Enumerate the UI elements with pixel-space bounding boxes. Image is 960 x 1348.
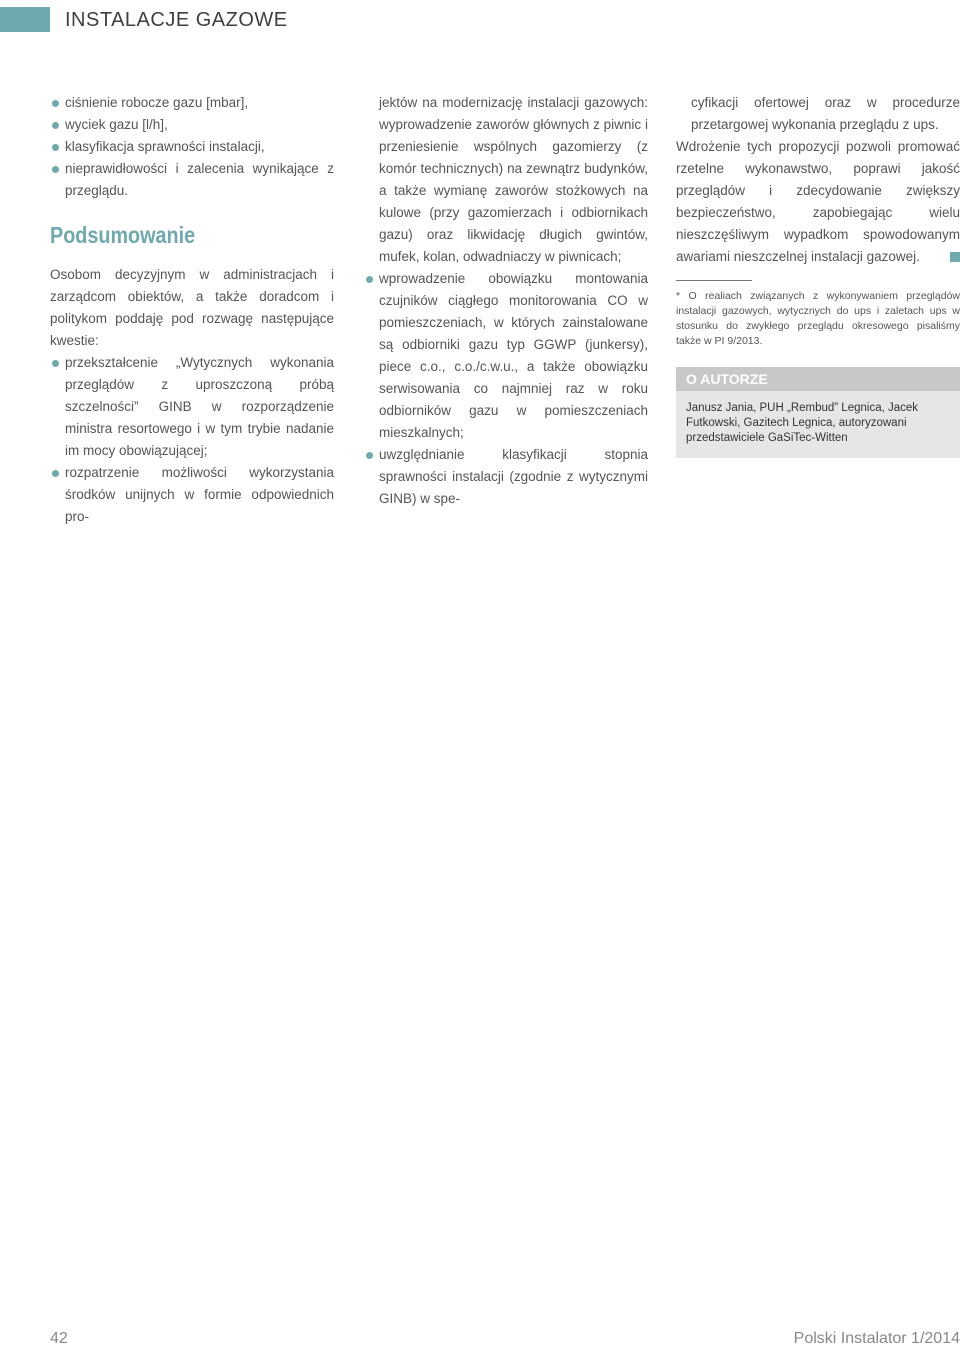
list-item: nieprawidłowości i zalecenia wynikające z przeglądu.	[50, 158, 334, 202]
list-item: ciśnienie robocze gazu [mbar],	[50, 92, 334, 114]
closing-paragraph	[676, 136, 960, 268]
section-heading: Podsumowanie	[50, 222, 196, 248]
list-item-continuation: jektów na modernizację instalacji gazowych: wyprowadzenie zaworów głównych z piwnic i przeniesienie wspólnych gazomierzy (z komór technicznych) na zewnątrz budynków, a także wymianę zaworów stożkowych na kulowe (przy gazomierzach i odbiornikach gazu) oraz likwidację długich gwintów, mufek, kolan, odwadniaczy w piwnicach;	[379, 95, 648, 264]
author-box	[676, 367, 960, 458]
column-left	[50, 92, 334, 528]
header-accent-bar	[0, 7, 50, 32]
list-item-continuation: cyfikacji ofertowej oraz w procedurze przetargowej wykonania przeglądu z ups.	[691, 95, 960, 132]
footnote: * O realiach związanych z wykonywaniem przeglądów instalacji gazowych, wytycznych do ups i zaletach ups w stosunku do zwykłego przeglądu okresowego pisaliśmy także w PI 9/2013.	[676, 290, 960, 347]
list-item: rozpatrzenie możliwości wykorzystania środków unijnych w formie odpowiednich pro-	[50, 462, 334, 528]
intro-paragraph: Osobom decyzyjnym w administracjach i zarządcom obiektów, a także doradcom i politykom poddaję pod rozwagę następujące kwestie:	[50, 267, 334, 348]
list-item: klasyfikacja sprawności instalacji,	[50, 136, 334, 158]
list-item: przekształcenie „Wytycznych wykonania przeglądów z uproszczoną próbą szczelności” GINB w rozporządzenie ministra resortowego i w tym trybie nadanie im mocy obowiązującej;	[50, 352, 334, 462]
list-item: wyciek gazu [l/h],	[50, 114, 334, 136]
list-item: uwzględnianie klasyfikacji stopnia sprawności instalacji (zgodnie z wytycznymi GINB) w spe-	[364, 444, 648, 510]
end-of-article-square-icon	[950, 252, 960, 262]
footnote-divider	[676, 280, 752, 281]
column-middle	[364, 92, 648, 510]
closing-text: Wdrożenie tych propozycji pozwoli promować rzetelne wykonawstwo, poprawi jakość przeglądów i zdecydowanie zwiększy bezpieczeństwo, zapobiegając wielu nieszczęśliwym wypadkom spowodowanym awariami nieszczelnej instalacji gazowej.	[676, 139, 960, 264]
page-number: 42	[50, 1330, 68, 1347]
column-right	[676, 92, 960, 458]
author-box-text: Janusz Jania, PUH „Rembud” Legnica, Jacek Futkowski, Gazitech Legnica, autoryzowani przedstawiciele GaSiTec-Witten	[686, 402, 919, 444]
magazine-name: Polski Instalator 1/2014	[793, 1330, 960, 1347]
list-item: wprowadzenie obowiązku montowania czujników ciągłego monitorowania CO w pomieszczeniach, w których zainstalowane są odbiorniki gazu typ GGWP (junkersy), piece c.o., c.o./c.w.u., a także obowiązku serwisowania co najmniej raz w roku odbiorników gazu w pomieszczeniach mieszkalnych;	[364, 268, 648, 444]
author-box-heading: O AUTORZE	[676, 367, 960, 391]
section-title: INSTALACJE GAZOWE	[65, 9, 288, 31]
